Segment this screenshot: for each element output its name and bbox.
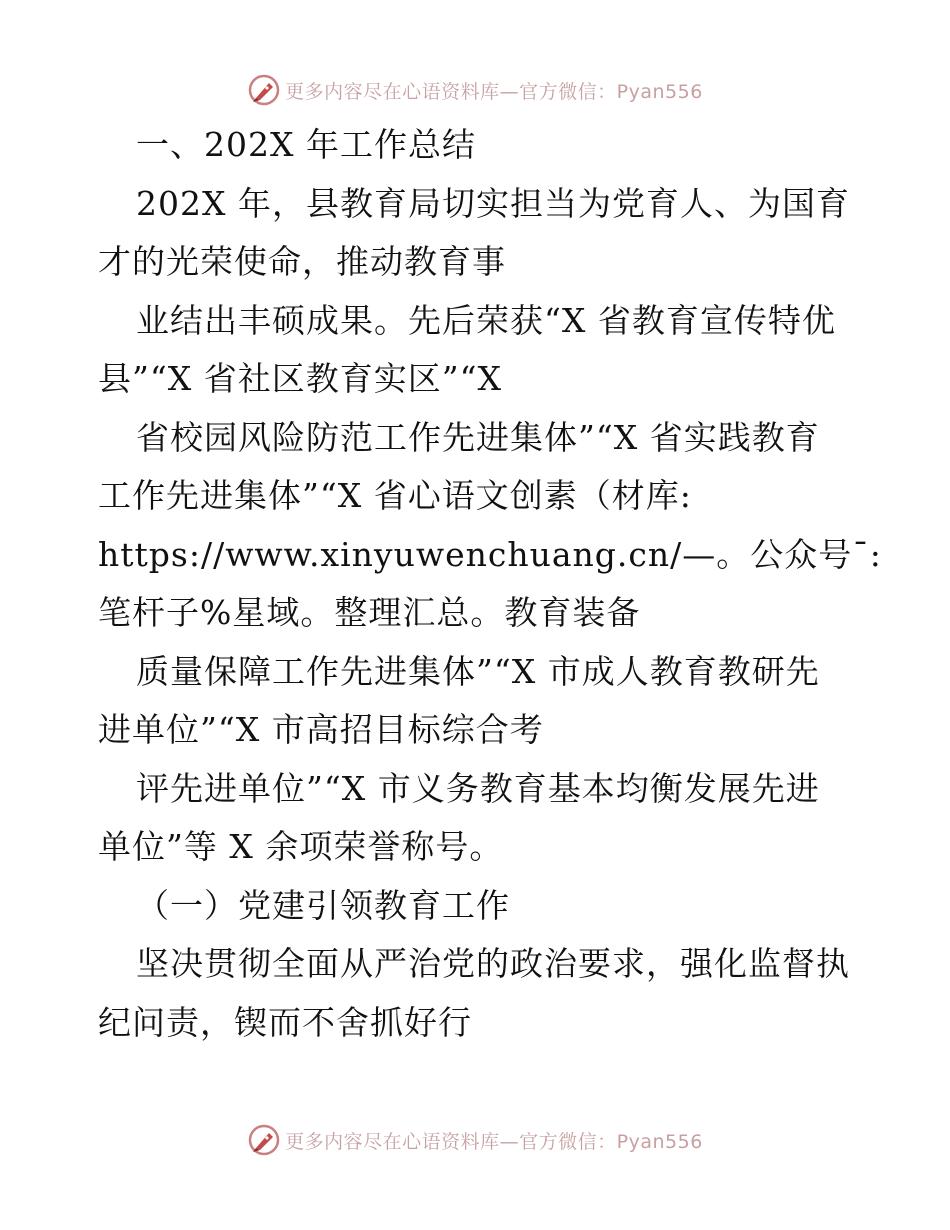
paragraph-line: 业结出丰硕成果。先后荣获“X 省教育宣传特优 <box>136 300 836 340</box>
paragraph-line: 笔杆子%星域。整理汇总。教育装备 <box>98 593 641 632</box>
document-body <box>98 116 882 1052</box>
pen-nib-logo-icon <box>247 73 281 107</box>
watermark-text: 更多内容尽在心语资料库—官方微信：Pyan556 <box>285 1130 703 1153</box>
paragraph-line: 省校园风险防范工作先进集体”“X 省实践教育 <box>136 417 820 457</box>
paragraph-line: 坚决贯彻全面从严治党的政治要求，强化监督执 <box>136 944 850 983</box>
pen-nib-logo-icon <box>247 1123 281 1157</box>
paragraph-line: 质量保障工作先进集体”“X 市成人教育教研先 <box>136 651 820 691</box>
paragraph-line: 纪问责，锲而不舍抓好行 <box>98 1002 472 1042</box>
paragraph-line: 单位”等 X 余项荣誉称号。 <box>98 827 504 866</box>
section-heading: 一、202X 年工作总结 <box>136 125 476 164</box>
footer-watermark <box>0 1120 950 1160</box>
paragraph-line: https://www.xinyuwenchuang.cn/—。公众号¯: <box>98 534 882 574</box>
header-watermark <box>0 70 950 110</box>
paragraph-line: 评先进单位”“X 市义务教育基本均衡发展先进 <box>136 768 820 808</box>
paragraph-line: 202X 年，县教育局切实担当为党育人、为国育 <box>136 183 850 223</box>
subsection-heading: （一）党建引领教育工作 <box>136 885 510 925</box>
paragraph-line: 进单位”“X 市高招目标综合考 <box>98 710 544 749</box>
paragraph-line: 工作先进集体”“X 省心语文创素（材库: <box>98 476 692 515</box>
paragraph-line: 才的光荣使命，推动教育事 <box>98 242 506 281</box>
watermark-text: 更多内容尽在心语资料库—官方微信：Pyan556 <box>285 80 703 103</box>
paragraph-line: 县”“X 省社区教育实区”“X <box>98 359 502 398</box>
